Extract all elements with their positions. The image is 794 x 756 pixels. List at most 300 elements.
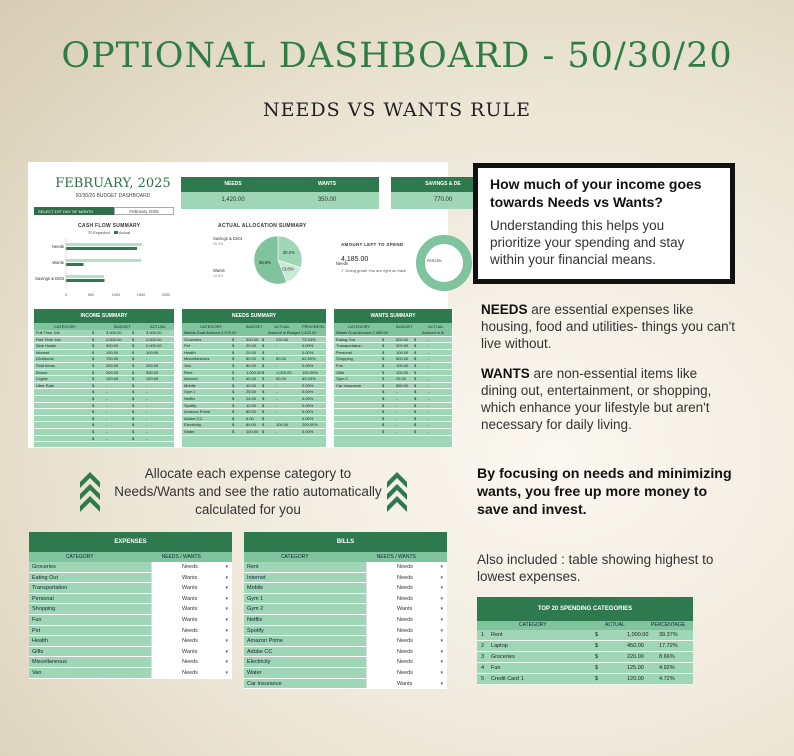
table-row [29,573,232,584]
page-title: OPTIONAL DASHBOARD - 50/30/20 [61,36,733,76]
table-row [182,422,326,429]
table-row [334,422,452,429]
table-cell: - [146,422,148,428]
table-cell: - [428,402,430,408]
table-cell: Groceries [184,336,202,342]
table-cell: 2,000.00 [106,336,122,342]
table-cell: 2,000.00 [146,336,162,342]
table-row [34,350,174,357]
needs-wants-dropdown[interactable]: Needs ▾ [366,626,447,636]
table-cell: - [428,409,430,415]
table-cell: Pet [184,343,191,349]
table-cell: $ [414,428,417,434]
table-cell: $ [382,376,385,382]
table-cell: $ [92,389,95,395]
needs-wants-dropdown[interactable]: Needs ▾ [366,583,447,593]
table-cell: 700.00 [106,356,119,362]
question-callout [473,163,735,284]
table-cell: Gym 2 [336,376,348,382]
table-row [334,370,452,377]
table-row [182,429,326,436]
wants-description: WANTS are non-essential items like dining out, entertainment, or shopping, which enhance your lifestyle but aren't necessary for daily living. [481,366,712,432]
table-cell: $ [92,343,95,349]
table-cell: $ [132,349,135,355]
table-row [182,416,326,423]
category-cell: Health [32,638,48,645]
table-cell: $ [262,422,265,428]
category-cell: Mobile [247,585,264,592]
table-cell: - [276,395,278,401]
needs-wants-dropdown[interactable]: Wants ▾ [366,604,447,614]
table-cell: $ [132,369,135,375]
needs-wants-dropdown[interactable]: Wants ▾ [151,647,232,657]
table-cell: $ [92,409,95,415]
needs-wants-dropdown[interactable]: Needs ▾ [151,636,232,646]
category-cell: Gifts [32,648,44,655]
column-header: BUDGET [396,324,413,329]
table-cell: $ [262,382,265,388]
table-row [29,647,232,658]
table-cell: $ [382,382,385,388]
needs-wants-dropdown[interactable]: Wants ▾ [366,679,447,689]
table-cell: - [276,362,278,368]
needs-wants-dropdown[interactable]: Needs ▾ [366,657,447,667]
table-row [244,573,447,584]
needs-wants-dropdown[interactable]: Needs ▾ [366,615,447,625]
table-row [34,403,174,410]
table-row [334,396,452,403]
select-month-label: SELECT 1ST DAY OF MONTH [34,207,114,215]
table-cell: 500.00 [396,356,409,362]
needs-wants-dropdown[interactable]: Needs ▾ [151,657,232,667]
table-row [34,337,174,344]
table-cell: $ [232,402,235,408]
table-cell: Netflix [184,395,196,401]
category-cell: Shopping [32,606,56,613]
table-cell: Water [184,428,195,434]
category-cell: Rent [247,564,259,570]
allocate-text: Allocate each expense category to Needs/Wants and see the ratio automatically calculated for you [114,466,382,517]
table-cell: $ [92,376,95,382]
category-cell: Car Insurance [247,680,282,687]
table-cell: Amazon Prime [184,409,211,415]
table-cell: - [146,356,148,362]
table-cell: 100.00 [396,362,409,368]
table-cell: Rent [491,632,503,638]
table-cell: Spotify [184,402,197,408]
table-cell: $ [595,632,599,638]
table-cell: Eating Out [336,336,355,342]
table-row [244,657,447,668]
table-cell: Crypto [36,376,48,382]
table-cell: $ [414,409,417,415]
table-cell: $ [414,389,417,395]
needs-wants-dropdown[interactable]: Needs ▾ [366,594,447,604]
table-cell: Shopping [336,356,353,362]
select-month-input[interactable]: February 2025 [114,207,174,215]
table-row [182,396,326,403]
table-cell: $ [92,395,95,401]
table-row [477,652,693,663]
cashflow-row-label: Wants [52,260,64,265]
table-cell: $ [414,422,417,428]
table-cell: $ [414,362,417,368]
table-cell: 200.00 [106,362,119,368]
needs-wants-dropdown[interactable]: Needs ▾ [151,562,232,572]
needs-summary-table: NEEDS SUMMARY CATEGORY BUDGET ACTUAL PROGRESS Needs Goal Amount 2,975.00 Amount in Budget 1,420.00 Groceries $ 300.00 $ 220.00 73.33% Pet $ 20.00 $ - 0.00% Health $ 20.00 $ - 0.00% Miscellaneous $ 80.00 $ 50.00 62.50% Van $ 80.00 $ - 0.00% Rent $ 1,000.00 $ 1,000.00 100.00% Internet $ 60.00 $ 50.00 83.33% Mobile $ 40.00 $ - 0.00% Gym 1 $ 25.00 $ - 0.00% Netflix $ 24.00 $ - 0.00% Spotify $ 12.00 $ - 0.00% Amazon Prime $ 80.00 $ - 0.00% Adobe CC $ 6.00 $ - 0.00% Electricity $ 80.00 $ 100.00 200.00% Water $ 100.00 $ - 0.00% [181,308,327,448]
table-cell: 50.00 [276,356,287,362]
table-cell: 300.00 [106,343,119,349]
table-cell: $ [132,376,135,382]
table-cell: $ [132,389,135,395]
pie-legend-sub: 30.2% [213,242,224,246]
table-cell: $ [232,343,235,349]
table-cell: Adobe CC [184,415,203,421]
needs-wants-dropdown[interactable]: Needs ▾ [366,668,447,678]
table-cell: 20.00 [246,343,257,349]
table-cell: $ [132,395,135,401]
needs-wants-dropdown[interactable]: Wants ▾ [151,604,232,614]
table-cell: $ [414,415,417,421]
table-cell: 4.92% [659,665,675,671]
table-cell: $ [232,389,235,395]
table-cell: 300.00 [146,369,159,375]
table-row [182,370,326,377]
cashflow-tick-label: 1500 [136,293,146,297]
cashflow-legend: Expected Actual [88,230,130,235]
table-cell: $ [92,382,95,388]
table-row [244,604,447,615]
table-cell: - [146,435,148,441]
table-cell: - [396,428,398,434]
table-row [182,350,326,357]
table-row [334,409,452,416]
category-cell: Water [247,669,262,676]
column-header: CATEGORY [54,324,77,329]
table-cell: - [396,422,398,428]
table-cell: 100.00 [246,428,259,434]
table-cell: Gym 1 [184,389,196,395]
table-cell: 2,000.00 [146,343,162,349]
table-row [334,337,452,344]
progress-ring: PERCEN [416,235,472,291]
table-cell: $ [262,369,265,375]
cashflow-row-label: Savings & Debt [35,276,64,281]
table-cell: - [106,435,108,441]
table-row [34,422,174,429]
table-cell: Miscellaneous [184,356,210,362]
table-cell: Laptop [491,643,508,649]
table-row [182,356,326,363]
table-cell: - [276,409,278,415]
table-cell: Credit Card 1 [491,676,524,682]
table-cell: 0.00% [302,349,314,355]
table-cell: $ [262,409,265,415]
table-row [477,641,693,652]
table-cell: - [146,415,148,421]
table-cell: $ [414,382,417,388]
table-cell: 300.00 [246,336,259,342]
needs-wants-dropdown[interactable]: Needs ▾ [151,668,232,678]
callout-question: How much of your income goes towards Needs vs Wants? [490,176,702,210]
bills-table: BILLS CATEGORY NEEDS / WANTS Rent Needs ▾ Internet Needs ▾ Mobile Needs ▾ Gym 1 Needs ▾ Gym 2 Wants ▾ Netflix Needs ▾ Spotify Needs ▾ Amazon Prime Needs ▾ Adobe CC Needs ▾ Electricity Needs ▾ Water Needs ▾ Car Insurance Wants ▾ [244,532,447,689]
needs-wants-dropdown[interactable]: Needs ▾ [366,573,447,583]
column-header: PROGRESS [302,324,325,329]
table-cell: $ [92,415,95,421]
table-cell: $ [92,330,95,335]
table-row [334,429,452,436]
table-cell: 100.00 [396,369,409,375]
table-cell: $ [382,409,385,415]
table-cell: - [106,415,108,421]
table-cell: $ [232,422,235,428]
table-cell: 100.00 [146,376,159,382]
table-cell: 39.37% [659,632,678,638]
table-cell: Part Time Job [36,336,61,342]
table-cell: 0.00% [302,428,314,434]
top-spending-table: TOP 20 SPENDING CATEGORIES CATEGORY ACTUAL PERCENTAGE 1 Rent $ 1,000.00 39.37% 2 Laptop $ 450.00 17.72% 3 Groceries $ 220.00 8.66% 4 Fun $ 125.00 4.92% 5 Credit Card 1 $ 120.00 4.72% [477,597,693,685]
needs-description: NEEDS are essential expenses like housing, food and utilities- things you can't live without. [481,302,735,351]
category-cell: Groceries [32,564,56,570]
table-cell: $ [132,415,135,421]
needs-wants-dropdown[interactable]: Wants ▾ [151,594,232,604]
table-cell: $ [132,409,135,415]
table-row [34,356,174,363]
pie-percent-label: 30.2% [282,249,295,255]
table-cell: 50.00 [276,376,287,382]
table-cell: $ [262,395,265,401]
table-cell: $ [382,395,385,401]
table-cell: 100.00 [106,376,119,382]
table-cell: 60.00 [246,376,257,382]
table-cell: $ [232,369,235,375]
table-cell: $ [382,349,385,355]
table-cell: $ [232,415,235,421]
table-cell: $ [232,382,235,388]
table-row [182,376,326,383]
table-cell: - [276,428,278,434]
table-row [34,383,174,390]
table-cell: $ [232,376,235,382]
table-cell: $ [595,665,599,671]
table-cell: - [428,376,430,382]
table-cell: $ [382,369,385,375]
table-row [477,630,693,641]
table-row [34,376,174,383]
table-row [34,330,174,337]
wants-summary-table: WANTS SUMMARY CATEGORY BUDGET ACTUAL Wants Goal Amount 2,085.00 Amount in B Eating Out $ 500.00 $ - Transportation $ 300.00 $ - Personal $ 100.00 $ - Shopping $ 500.00 $ - Fun $ 100.00 $ - Gifts $ 100.00 $ - Gym 2 $ 25.00 $ - Car Insurance $ 850.00 $ - $ - $ - $ - $ - $ - $ - $ - $ - $ - $ - $ - $ - $ - $ - [333,308,453,448]
table-cell: 80.00 [246,356,257,362]
table-cell: $ [382,428,385,434]
table-row [244,668,447,679]
table-cell: 3,000.00 [146,330,162,335]
cashflow-actual-bar [66,247,137,250]
table-cell: Car Insurance [336,382,362,388]
table-cell: $ [262,362,265,368]
table-cell: 100.00 [276,422,289,428]
table-cell: 2 [481,643,485,649]
table-cell: 62.50% [302,356,316,362]
cashflow-actual-bar [66,279,105,282]
table-cell: Interest [36,349,50,355]
category-cell: Van [32,669,42,676]
table-cell: 25.00 [246,389,257,395]
also-included-text: Also included : table showing highest to lowest expenses. [477,552,714,584]
table-cell: $ [232,409,235,415]
table-cell: 120.00 [627,676,644,682]
table-row [29,562,232,573]
needs-wants-dropdown[interactable]: Needs ▾ [366,647,447,657]
table-row [29,668,232,679]
needs-wants-dropdown[interactable]: Needs ▾ [151,626,232,636]
kpi-wants: WANTS 350.00 [275,177,379,209]
table-cell: - [428,349,430,355]
table-cell: $ [232,362,235,368]
table-cell: $ [414,369,417,375]
table-cell: - [276,349,278,355]
table-cell: $ [382,343,385,349]
table-cell: - [106,422,108,428]
table-row [29,626,232,637]
table-row [34,389,174,396]
table-row [334,389,452,396]
table-cell: 40.00 [246,382,257,388]
table-row [29,604,232,615]
table-cell: - [396,402,398,408]
table-row [244,594,447,605]
table-cell: $ [232,395,235,401]
needs-wants-dropdown[interactable]: Wants ▾ [151,573,232,583]
table-cell: Health [184,349,196,355]
table-cell: 4 [481,665,485,671]
table-cell: $ [92,336,95,342]
table-cell: Van [184,362,191,368]
table-cell: - [146,382,148,388]
table-cell: $ [414,336,417,342]
table-cell: 17.72% [659,643,678,649]
table-cell: Fun [336,362,343,368]
table-row [29,615,232,626]
table-cell: Bonus [36,369,48,375]
pie-legend-sub: 13.8% [213,274,224,278]
table-cell: Rent [184,369,193,375]
kpi-needs: NEEDS 1,420.00 [181,177,285,209]
table-cell: 8.66% [659,654,675,660]
table-row [34,429,174,436]
table-cell: 83.33% [302,376,316,382]
table-cell: 450.00 [627,643,644,649]
column-header: BUDGET [246,324,263,329]
table-cell: $ [132,382,135,388]
table-cell: 1,000.00 [276,369,292,375]
table-cell: $ [232,428,235,434]
table-cell: - [428,356,430,362]
table-cell: $ [262,336,265,342]
table-cell: $ [132,356,135,362]
table-cell: 3,000.00 [106,330,122,335]
table-cell: - [106,402,108,408]
table-cell: $ [595,676,599,682]
table-row [244,626,447,637]
table-cell: Internet [184,376,198,382]
table-row [34,343,174,350]
dashboard-subtitle: 50/30/20 BUDGET DASHBOARD [75,193,151,199]
needs-wants-dropdown[interactable]: Needs ▾ [366,562,447,572]
needs-wants-dropdown[interactable]: Needs ▾ [366,636,447,646]
table-cell: 80.00 [246,422,257,428]
table-cell: 0.00% [302,343,314,349]
category-cell: Gym 2 [247,606,264,613]
table-row [29,583,232,594]
column-header: ACTUAL [274,324,290,329]
table-cell: 73.33% [302,336,316,342]
table-cell: Full Time Job [36,330,60,335]
table-cell: Gifts [336,369,345,375]
table-cell: Mobile [184,382,196,388]
table-cell: Sold Items [36,362,55,368]
table-cell: - [428,382,430,388]
table-cell: 20.00 [246,349,257,355]
cashflow-row-label: Needs [51,244,64,249]
category-cell: Transportation [32,585,68,592]
table-row [182,383,326,390]
cashflow-tick-label: 1000 [111,293,121,297]
table-cell: $ [382,356,385,362]
table-cell: $ [92,402,95,408]
table-cell: $ [92,435,95,441]
table-row [244,647,447,658]
table-cell: 6.00 [246,415,254,421]
cashflow-tick-label: 0 [64,293,68,297]
table-row [29,657,232,668]
needs-wants-dropdown[interactable]: Wants ▾ [151,615,232,625]
table-cell: 100.00 [396,349,409,355]
table-cell: $ [262,356,265,362]
table-cell: $ [414,356,417,362]
kpi-savings: SAVINGS & DE 770.00 [391,177,495,209]
table-cell: - [428,415,430,421]
table-cell: $ [414,395,417,401]
table-cell: 125.00 [627,665,644,671]
table-cell: $ [132,343,135,349]
needs-wants-dropdown[interactable]: Wants ▾ [151,583,232,593]
table-cell: $ [414,343,417,349]
table-cell: $ [132,428,135,434]
category-cell: Miscellaneous [32,659,67,666]
table-cell: - [106,382,108,388]
table-cell: 0.00% [302,362,314,368]
cashflow-tick-label: 500 [87,293,95,297]
table-cell: $ [262,415,265,421]
table-cell: $ [132,402,135,408]
cashflow-actual-bar [66,263,84,266]
income-summary-table: INCOME SUMMARY CATEGORY BUDGET ACTUAL Full Time Job $ 3,000.00 $ 3,000.00 Part Time Job $ 2,000.00 $ 2,000.00 Side Hustle $ 300.00 $ 2,000.00 Interest $ 100.00 $ 100.00 Dividends $ 700.00 $ - Sold Items $ 200.00 $ 200.00 Bonus $ 200.00 $ 300.00 Crypto $ 100.00 $ 100.00 Uber Eats $ - $ - $ - $ - $ - $ - $ - $ - $ - $ - $ - $ - $ - $ - $ - $ - $ - $ - [33,308,175,448]
table-row [477,663,693,674]
table-cell: $ [382,402,385,408]
table-cell: - [276,402,278,408]
page-subtitle: NEEDS VS WANTS RULE [263,99,531,121]
table-row [334,383,452,390]
left-to-spend-value: 4,185.00 [341,256,369,263]
table-cell: 5 [481,676,485,682]
table-cell: - [428,428,430,434]
table-cell: Electricity [184,422,202,428]
table-cell: 0.00% [302,402,314,408]
table-cell: $ [382,415,385,421]
category-cell: Personal [32,595,54,602]
category-cell: Spotify [247,627,264,634]
table-cell: $ [414,349,417,355]
